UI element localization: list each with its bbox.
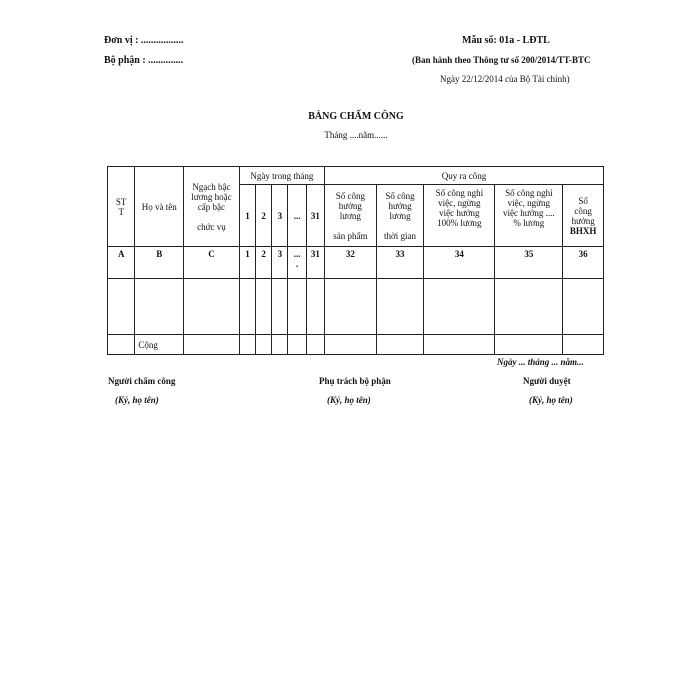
quy-header-thoi-gian: Số công hưởng lương thời gian [376,185,424,247]
unit-label: Đơn vị : ................. [104,35,184,46]
empty-cell [495,335,563,355]
day-header-1: 1 [239,185,255,247]
code-row [108,247,604,279]
header-name: Họ và tên [135,167,184,247]
header-days-group: Ngày trong tháng [239,167,324,185]
empty-cell [563,279,604,335]
header-stt: ST T [108,167,135,247]
empty-cell [108,335,135,355]
code-cell-day-1: 1 [239,247,255,279]
code-cell-day-3: 3 [272,247,288,279]
empty-cell [272,335,288,355]
code-cell-34: 34 [424,247,495,279]
empty-cell [272,279,288,335]
code-cell-day-31: 31 [306,247,324,279]
empty-cell [256,279,272,335]
total-label: Cộng [135,335,184,355]
empty-cell [424,279,495,335]
timesheet-table [107,166,604,355]
code-cell-33: 33 [376,247,424,279]
signer-timekeeper-role: Người chấm công [108,376,176,386]
page-title: BẢNG CHẤM CÔNG [308,111,404,122]
empty-cell [563,335,604,355]
empty-cell [325,279,377,335]
decree-line: (Ban hành theo Thông tư số 200/2014/TT-BTC [412,55,591,65]
quy-header-san-pham: Số công hưởng lương sản phẩm [325,185,377,247]
code-cell-35: 35 [495,247,563,279]
signer-dept-head-role: Phụ trách bộ phận [319,376,391,386]
empty-cell [288,335,306,355]
empty-cell [239,279,255,335]
code-cell-stt: A [108,247,135,279]
empty-cell [256,335,272,355]
code-cell-name: B [135,247,184,279]
code-cell-36: 36 [563,247,604,279]
code-cell-rank: C [184,247,240,279]
empty-cell [135,279,184,335]
quy-header-percent-luong: Số công nghỉ việc, ngừng việc hưởng .... % lương [495,185,563,247]
header-rank: Ngạch bậc lương hoặc cấp bậc chức vụ [184,167,240,247]
empty-cell [108,279,135,335]
page-subtitle: Tháng ....năm...... [324,130,388,140]
day-header-ellipsis: ... [288,185,306,247]
quy-header-bhxh: Số công hưởng BHXH [563,185,604,247]
decree-date-line: Ngày 22/12/2014 của Bộ Tài chính) [440,74,570,84]
footer-date: Ngày ... tháng ... năm... [497,357,584,367]
day-header-3: 3 [272,185,288,247]
empty-cell [495,279,563,335]
code-cell-day-ellipsis: ... . [288,247,306,279]
empty-cell [239,335,255,355]
dept-label: Bộ phận : .............. [104,55,184,66]
signer-dept-head-note: (Ký, họ tên) [327,395,371,405]
empty-cell [424,335,495,355]
empty-cell [306,335,324,355]
code-cell-day-2: 2 [256,247,272,279]
signer-timekeeper-note: (Ký, họ tên) [115,395,159,405]
form-code: Mẫu số: 01a - LĐTL [462,35,550,46]
empty-cell [376,279,424,335]
signer-approver-role: Người duyệt [523,376,571,386]
day-header-31: 31 [306,185,324,247]
empty-cell [306,279,324,335]
empty-cell [376,335,424,355]
empty-cell [325,335,377,355]
empty-cell [288,279,306,335]
code-cell-32: 32 [325,247,377,279]
quy-header-100-luong: Số công nghỉ việc, ngừng việc hưởng 100% lương [424,185,495,247]
table-row [108,279,604,335]
empty-cell [184,279,240,335]
empty-cell [184,335,240,355]
signer-approver-note: (Ký, họ tên) [529,395,573,405]
day-header-2: 2 [256,185,272,247]
total-row [108,335,604,355]
header-quy-group: Quy ra công [325,167,604,185]
